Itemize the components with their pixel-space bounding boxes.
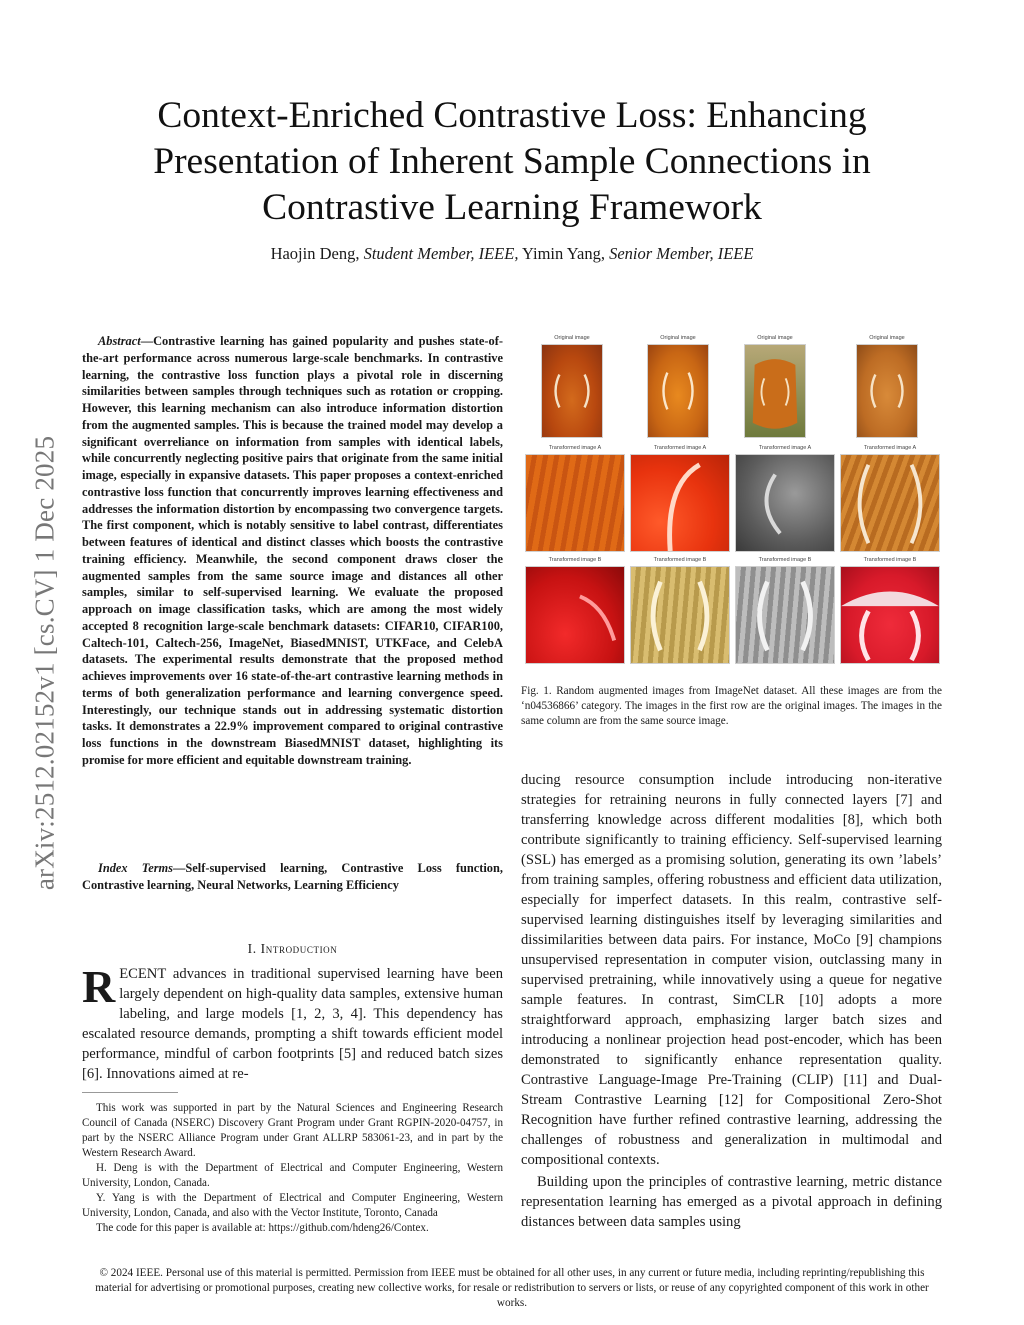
violin-image [744, 344, 806, 438]
index-terms [82, 860, 503, 894]
figure-cell-caption: Original image [869, 335, 905, 341]
violin-image [856, 344, 918, 438]
figure-1-caption: Fig. 1. Random augmented images from ImageNet dataset. All these images are from the ‘n04536866’ category. The images in the first row are the original images. The images in the same column are from the same source image. [521, 685, 942, 727]
footnote-funding: This work was supported in part by the Natural Sciences and Engineering Research Council of Canada (NSERC) Discovery Grant Program under Grant RGPIN-2020-04757, in part by the NSERC Alliance Program under Grant ALLRP 583061-23, and in part by the Western Research Award. [82, 1102, 503, 1159]
abstract [82, 333, 503, 769]
abstract-lead: Abstract [98, 334, 141, 348]
body-paragraph: Building upon the principles of contrastive learning, metric distance representation learning has emerged as a pivotal approach in defining distances between data samples using [521, 1174, 942, 1230]
violin-image [840, 454, 940, 552]
footnote-author-1: H. Deng is with the Department of Electrical and Computer Engineering, Western University, London, Canada. [82, 1162, 503, 1189]
index-terms-lead: Index Terms [98, 861, 173, 875]
arxiv-watermark [28, 375, 62, 950]
right-column-body [521, 770, 942, 1232]
author-1-role: Student Member, IEEE, [363, 244, 519, 263]
figure-cell-caption: Transformed image A [758, 445, 812, 451]
violin-image [630, 566, 730, 664]
figure-1 [521, 334, 942, 674]
violin-image [525, 454, 625, 552]
figure-original-image-3 [744, 334, 806, 438]
figure-cell-caption: Transformed image B [653, 557, 707, 563]
figure-transformed-a-3 [735, 444, 835, 552]
section-number: I. [247, 941, 261, 956]
author-line [80, 244, 944, 264]
drop-cap: R [82, 961, 116, 1012]
violin-image [630, 454, 730, 552]
figure-transformed-b-1 [525, 556, 625, 664]
figure-cell-caption: Transformed image A [548, 445, 602, 451]
figure-transformed-b-3 [735, 556, 835, 664]
violin-image [735, 566, 835, 664]
figure-cell-caption: Transformed image B [548, 557, 602, 563]
violin-image [840, 566, 940, 664]
section-name: Introduction [260, 941, 338, 956]
figure-cell-caption: Original image [757, 335, 793, 341]
figure-cell-caption: Transformed image A [863, 445, 917, 451]
paper-title: Context-Enriched Contrastive Loss: Enhancing Presentation of Inherent Sample Connections in Contrastive Learning Framework [153, 95, 871, 228]
figure-transformed-a-1 [525, 444, 625, 552]
figure-cell-caption: Original image [554, 335, 590, 341]
body-paragraph: ducing resource consumption include introducing non-iterative strategies for retraining neurons in fully connected layers [7] and transferring knowledge across different modalities [8], which both contribute significantly to training efficiency. Self-supervised learning (SSL) has emerged as a promising solution, generating its own ’labels’ from training samples, offering robustness and efficient data utilization, especially for imperfect datasets. In this realm, contrastive self-supervised learning distinguishes itself by leveraging similarities and dissimilarities between data pairs. For instance, MoCo [9] champions unsupervised representation in computer vision, outclassing many in supervised pretraining, while innovatively using a queue for negative sample features. In contrast, SimCLR [10] adopts a more straightforward approach, emphasizing larger batch sizes and introducing a nonlinear projection head post-encoder, which has been demonstrated to significantly enhance representation quality. Contrastive Language-Image Pre-Training (CLIP) [11] and Dual-Stream Contrastive Learning [12] for Compositional Zero-Shot Recognition have further refined contrastive learning, addressing the challenges of robustness and generalization in multimodal and compositional contexts. [521, 772, 942, 1168]
figure-original-image-2 [647, 334, 709, 438]
violin-image [647, 344, 709, 438]
intro-text: advances in traditional supervised learning have been largely dependent on high-quality data samples, extensive human labeling, and large models [1, 2, 3, 4]. This dependency has escalated resource demands, prompting a shift towards efficient model performance, mindful of carbon footprints [5] and reduced batch sizes [6]. Innovations aimed at re- [82, 966, 503, 1082]
footnote-divider [82, 1092, 178, 1093]
footnotes [82, 1101, 503, 1236]
author-1-name: Haojin Deng, [270, 244, 360, 263]
figure-transformed-a-2 [630, 444, 730, 552]
arxiv-id: arXiv:2512.02152v1 [cs.CV] 1 Dec 2025 [29, 435, 60, 890]
figure-cell-caption: Transformed image A [653, 445, 707, 451]
footnote-code: The code for this paper is available at: https://github.com/hdeng26/Contex. [96, 1222, 429, 1234]
figure-cell-caption: Original image [660, 335, 696, 341]
figure-transformed-b-4 [840, 556, 940, 664]
author-2-role: Senior Member, IEEE [609, 244, 754, 263]
figure-original-image-4 [856, 334, 918, 438]
violin-image [541, 344, 603, 438]
violin-image [735, 454, 835, 552]
introduction-paragraph [82, 961, 503, 1084]
section-heading-introduction [82, 941, 503, 957]
violin-image [525, 566, 625, 664]
index-terms-text: —Self-supervised learning, Contrastive Loss function, Contrastive learning, Neural Networks, Learning Efficiency [82, 861, 503, 892]
copyright-notice: © 2024 IEEE. Personal use of this material is permitted. Permission from IEEE must be obtained for all other uses, in any current or future media, including reprinting/republishing this material for advertising or promotional purposes, creating new collective works, for resale or redistribution to servers or lists, or reuse of any copyrighted component of this work in other works. [95, 1267, 929, 1309]
author-2-name: Yimin Yang, [521, 244, 605, 263]
figure-transformed-b-2 [630, 556, 730, 664]
abstract-text: —Contrastive learning has gained popularity and pushes state-of-the-art performance across numerous large-scale benchmarks. In contrastive learning, the contrastive loss function plays a pivotal role in discerning similarities between samples through techniques such as rotation or cropping. However, this learning mechanism can also introduce information distortion from the augmented samples. This is because the trained model may develop a significant overreliance on information from samples with identical labels, while concurrently neglecting positive pairs that originate from the same initial image, especially in expansive datasets. This paper proposes a context-enriched contrastive loss function that concurrently improves learning effectiveness and addresses the information distortion by encompassing two convergence targets. The first component, which is notably sensitive to label contrast, differentiates between features of identical and distinct classes which boosts the contrastive training efficiency. Meanwhile, the second component draws closer the augmented samples from the same source image and distances all other samples, similar to self-supervised learning. We evaluate the proposed approach on image classification tasks, which are among the most widely accepted 8 recognition large-scale benchmark datasets: CIFAR10, CIFAR100, Caltech-101, Caltech-256, ImageNet, BiasedMNIST, UTKFace, and CelebA datasets. The experimental results demonstrate that the proposed method achieves improvements over 16 state-of-the-art contrastive learning methods in terms of both generalization performance and learning convergence speed. Interestingly, our technique stands out in addressing systematic distortion tasks. It demonstrates a 22.9% improvement compared to original contrastive loss functions in the downstream BiasedMNIST dataset, highlighting its promise for more efficient and equitable downstream training. [82, 334, 503, 767]
figure-cell-caption: Transformed image B [863, 557, 917, 563]
figure-cell-caption: Transformed image B [758, 557, 812, 563]
figure-original-image-1 [541, 334, 603, 438]
intro-first-word: ECENT [119, 966, 167, 982]
footnote-author-2: Y. Yang is with the Department of Electrical and Computer Engineering, Western University, London, Canada, and also with the Vector Institute, Toronto, Canada [82, 1192, 503, 1219]
figure-transformed-a-4 [840, 444, 940, 552]
